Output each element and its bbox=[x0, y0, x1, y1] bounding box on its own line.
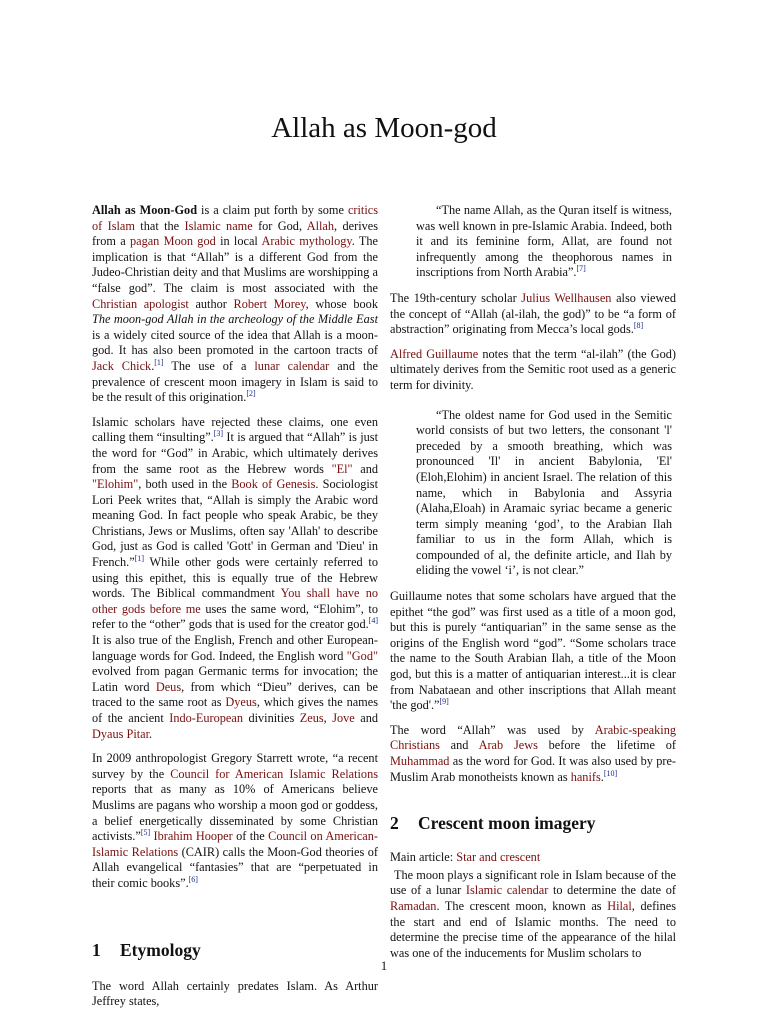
jeffrey-quote: “The name Allah, as the Quran itself is witness, was well known in pre-Islamic Arabia. Indeed, both it and its feminine form, Allat, are found not infrequently among the theophorous names in inscriptions from North Arabia”.[7] bbox=[416, 203, 672, 280]
link-indo-european[interactable]: Indo-European bbox=[169, 711, 243, 725]
page-title: Allah as Moon-god bbox=[271, 112, 497, 144]
ref-2[interactable]: [2] bbox=[246, 389, 256, 399]
ref-10[interactable]: [10] bbox=[603, 768, 618, 778]
link-alfred-guillaume[interactable]: Alfred Guillaume bbox=[390, 346, 479, 361]
link-jove[interactable]: Jove bbox=[332, 711, 355, 725]
link-cair-survey[interactable]: Council for American Islamic Relations bbox=[170, 766, 378, 781]
ref-9[interactable]: [9] bbox=[439, 697, 449, 707]
survey-paragraph: In 2009 anthropologist Gregory Starrett wrote, “a recent survey by the Council for American Islamic Relations reports that as many as 10% of Americans believe Muslims are pagans who worship a moon god or goddess, a belief energetically disseminated by some Christian activists.”[5] Ibrahim Hooper of the Council on American-Islamic Relations (CAIR) calls the Moon-God theories of Allah evangelical “fantasies” that are “perpetuated in their comic books”.[6] bbox=[92, 751, 378, 890]
link-arabic-speaking-christians[interactable]: Arabic-speaking Christians bbox=[390, 722, 676, 753]
ref-4[interactable]: [4] bbox=[368, 616, 378, 626]
link-arabic-mythology[interactable]: Arabic mythology bbox=[261, 234, 352, 249]
link-star-and-crescent[interactable]: Star and crescent bbox=[456, 850, 541, 865]
link-critics-of-islam[interactable]: critics of Islam bbox=[92, 203, 378, 233]
section-number: 1 bbox=[92, 939, 101, 960]
link-ramadan[interactable]: Ramadan bbox=[390, 898, 437, 913]
link-muhammad[interactable]: Muhammad bbox=[390, 754, 450, 768]
book-title: The moon-god Allah in the archeology of the Middle East bbox=[92, 312, 378, 327]
link-hilal[interactable]: Hilal bbox=[607, 898, 632, 913]
link-cair[interactable]: Council on American-Islamic Relations bbox=[92, 829, 378, 859]
link-no-other-gods[interactable]: You shall have no other gods before me bbox=[92, 586, 378, 616]
moon-role-paragraph: The moon plays a significant role in Islam because of the use of a lunar Islamic calendar to determine the date of Ramadan. The crescent moon, known as Hilal, defines the start and end of Islamic months. The need to determine the precise time of the appearance of the hilal was one of the inducements for Muslim scholars to bbox=[390, 867, 676, 960]
link-dyaus-pitar[interactable]: Dyaus Pitar bbox=[92, 726, 150, 741]
section-title: Etymology bbox=[120, 939, 201, 960]
section-number: 2 bbox=[390, 813, 399, 834]
main-article-note: Main article: Star and crescent bbox=[390, 850, 541, 865]
ref-6[interactable]: [6] bbox=[188, 874, 198, 884]
link-elohim[interactable]: "Elohim" bbox=[92, 477, 139, 492]
link-pagan-moon-god[interactable]: pagan Moon god bbox=[129, 234, 216, 249]
intro-paragraph: Allah as Moon-God is a claim put forth by some critics of Islam that the Islamic name for God, Allah, derives from a pagan Moon god in local Arabic mythology. The implication is that “Allah” is a different God from the Judeo-Christian deity and that Muslims are worshipping a “false god”. The claim is most associated with the Christian apologist author Robert Morey, whose book The moon-god Allah in the archeology of the Middle East is a widely cited source of the idea that Allah is a moon-god. It has also been promoted in the cartoon tracts of Jack Chick.[1] The use of a lunar calendar and the prevalence of crescent moon imagery in Islam is said to be the result of this origination.[2] bbox=[92, 203, 378, 405]
antiquarian-paragraph: Guillaume notes that some scholars have argued that the epithet “the god” was first used as a title of a moon god, but this is purely “antiquarian” in the same sense as the origins of the English word “god”. “Some scholars trace the name to the South Arabian Ilah, a title of the Moon god, but this is a matter of antiquarian interest...it is clear from Nabataean and other inscriptions that Allah meant 'the god'.”[9] bbox=[390, 589, 676, 713]
ref-7[interactable]: [7] bbox=[576, 264, 586, 274]
link-deus[interactable]: Deus bbox=[155, 679, 182, 694]
link-el[interactable]: "El" bbox=[331, 461, 353, 476]
link-christian-apologist[interactable]: Christian apologist bbox=[92, 296, 189, 311]
guillaume-paragraph: Alfred Guillaume notes that the term “al-ilah” (the God) ultimately derives from the Semitic root used as a generic term for divinity. bbox=[390, 346, 677, 392]
link-lunar-calendar[interactable]: lunar calendar bbox=[254, 358, 330, 373]
ref-1[interactable]: [1] bbox=[154, 357, 164, 367]
lead-term: Allah as Moon-God bbox=[92, 203, 198, 217]
right-column bbox=[390, 203, 676, 970]
link-islamic-name[interactable]: Islamic name bbox=[184, 218, 253, 233]
link-robert-morey[interactable]: Robert Morey bbox=[233, 296, 306, 311]
link-jack-chick[interactable]: Jack Chick bbox=[92, 358, 152, 373]
ref-1b[interactable]: [1] bbox=[134, 553, 145, 563]
link-book-of-genesis[interactable]: Book of Genesis bbox=[231, 477, 316, 492]
left-column bbox=[92, 203, 378, 1019]
link-ibrahim-hooper[interactable]: Ibrahim Hooper bbox=[153, 829, 233, 844]
ref-3[interactable]: [3] bbox=[213, 429, 224, 439]
section-title: Crescent moon imagery bbox=[418, 813, 596, 834]
section-heading-crescent bbox=[390, 813, 676, 834]
link-god[interactable]: "God" bbox=[346, 648, 378, 663]
link-arab-jews[interactable]: Arab Jews bbox=[478, 738, 538, 753]
link-julius-wellhausen[interactable]: Julius Wellhausen bbox=[521, 290, 612, 305]
page-number: 1 bbox=[380, 959, 388, 973]
link-allah[interactable]: Allah bbox=[306, 218, 335, 233]
link-zeus[interactable]: Zeus bbox=[299, 711, 324, 725]
christians-paragraph: The word “Allah” was used by Arabic-speaking Christians and Arab Jews before the lifetime of Muhammad as the word for God. It was also used by pre-Muslim Arab monotheists known as hanifs.[10] bbox=[390, 722, 676, 784]
link-islamic-calendar[interactable]: Islamic calendar bbox=[465, 883, 549, 898]
scholars-paragraph: Islamic scholars have rejected these claims, one even calling them “insulting”.[3] It is argued that “Allah” is just the word for “God” in Arabic, which ultimately derives from the same root as the Hebrew words "El" and "Elohim", both used in the Book of Genesis. Sociologist Lori Peek writes that, “Allah is simply the Arabic word meaning God. In fact people who speak Arabic, be they Christians, Jews or Muslims, often say 'Allah' to describe God, just as God is called 'Gott' in German and 'Dieu' in French.”[1] While other gods were certainly referred to using this epithet, this is equally true of the Hebrew words. The Biblical commandment You shall have no other gods before me uses the same word, “Elohim”, to refer to the “other” gods that is used for the creator god.[4] It is also true of the English, French and other European-language words for God. Indeed, the English word "God" evolved from pagan Germanic terms for invocation; the Latin word Deus, from which “Dieu” derives, can be traced to the same root as Dyeus, which gives the names of the ancient Indo-European divinities Zeus, Jove and Dyaus Pitar. bbox=[92, 414, 378, 741]
etymology-paragraph: The word Allah certainly predates Islam. As Arthur Jeffrey states, bbox=[92, 978, 378, 1009]
ref-5[interactable]: [5] bbox=[140, 828, 151, 838]
link-hanifs[interactable]: hanifs bbox=[570, 769, 601, 784]
link-dyeus[interactable]: Dyeus bbox=[225, 695, 257, 710]
section-heading-etymology bbox=[92, 940, 378, 961]
ref-8[interactable]: [8] bbox=[633, 321, 644, 331]
wellhausen-paragraph: The 19th-century scholar Julius Wellhausen also viewed the concept of “Allah (al-ilah, the god)” to be “a form of abstraction” originating from Mecca’s local gods.[8] bbox=[390, 290, 676, 337]
guillaume-quote: “The oldest name for God used in the Semitic world consists of but two letters, the consonant 'l' preceded by a smooth breathing, which was pronounced 'Il' in ancient Babylonia, 'El' (Eloh,Elohim) in ancient Israel. The relation of this name, which in Babylonia and Assyria (Alaha,Eloah) in Aramaic syriac became a generic term simply meaning ‘god’, to the Arabian Ilah familiar to us in the form Allah, which is compounded of al, the definite article, and Ilah by eliding the vowel ‘i’, is not clear.” bbox=[416, 407, 672, 578]
